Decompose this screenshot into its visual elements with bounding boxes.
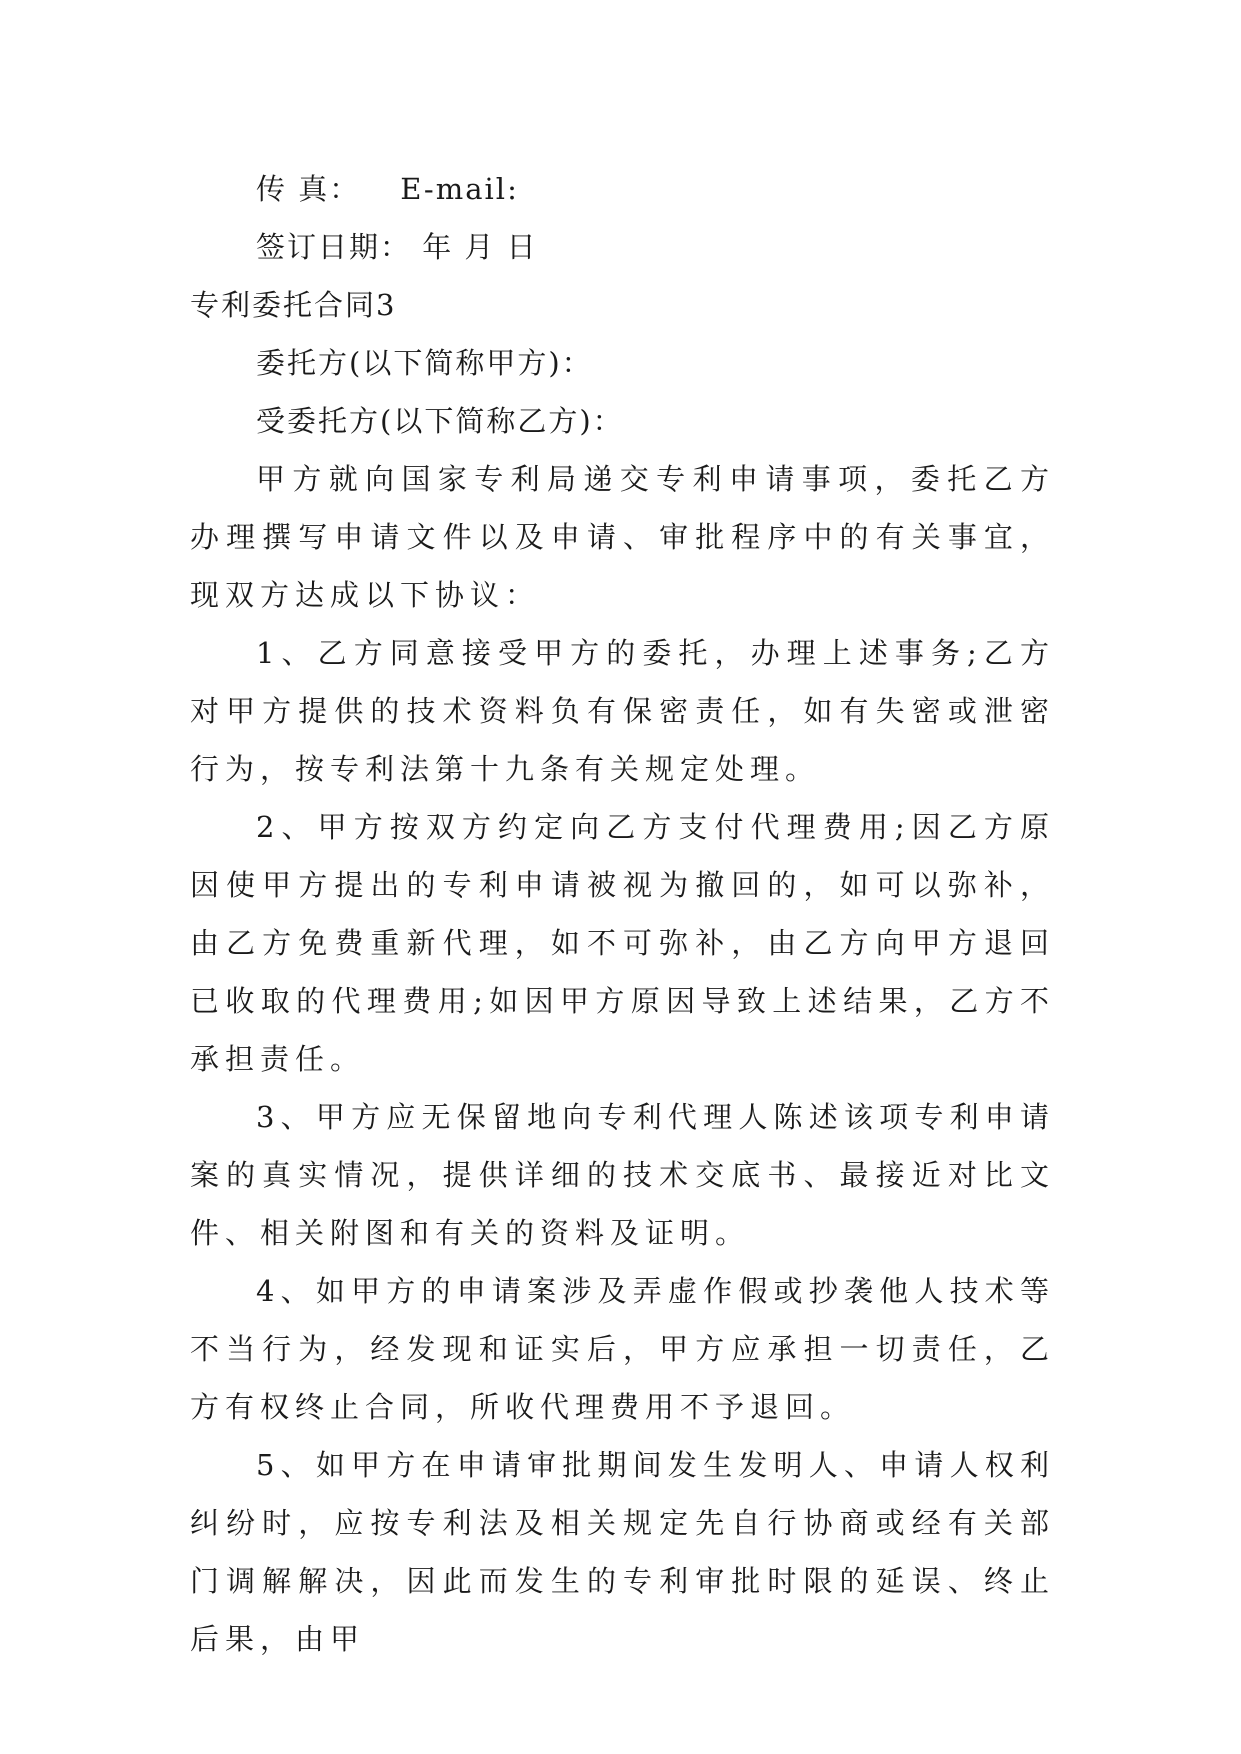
fax-email-line	[190, 160, 1055, 218]
email-label: E-mail:	[400, 172, 519, 206]
paragraph-intro: 甲方就向国家专利局递交专利申请事项，委托乙方办理撰写申请文件以及申请、审批程序中的有关事宜，现双方达成以下协议：	[190, 462, 1055, 612]
client-party-line: 委托方(以下简称甲方)：	[256, 346, 593, 380]
sign-date-line: 签订日期： 年 月 日	[256, 230, 538, 264]
paragraph-clause-4: 4、如甲方的申请案涉及弄虚作假或抄袭他人技术等不当行为，经发现和证实后，甲方应承担一切责任，乙方有权终止合同，所收代理费用不予退回。	[190, 1274, 1055, 1424]
paragraph-clause-3: 3、甲方应无保留地向专利代理人陈述该项专利申请案的真实情况，提供详细的技术交底书、最接近对比文件、相关附图和有关的资料及证明。	[190, 1100, 1055, 1250]
paragraph-clause-5: 5、如甲方在申请审批期间发生发明人、申请人权利纠纷时，应按专利法及相关规定先自行协商或经有关部门调解解决，因此而发生的专利审批时限的延误、终止后果，由甲	[190, 1448, 1055, 1656]
agent-party-line: 受委托方(以下简称乙方)：	[256, 404, 624, 438]
fax-label: 传 真：	[256, 172, 361, 206]
paragraph-clause-2: 2、甲方按双方约定向乙方支付代理费用;因乙方原因使甲方提出的专利申请被视为撤回的，如可以弥补，由乙方免费重新代理，如不可弥补，由乙方向甲方退回已收取的代理费用;如因甲方原因导致上述结果，乙方不承担责任。	[190, 810, 1055, 1076]
document-body	[190, 160, 1055, 1668]
contract-title: 专利委托合同3	[190, 288, 397, 322]
paragraph-clause-1: 1、乙方同意接受甲方的委托，办理上述事务;乙方对甲方提供的技术资料负有保密责任，如有失密或泄密行为，按专利法第十九条有关规定处理。	[190, 636, 1055, 786]
